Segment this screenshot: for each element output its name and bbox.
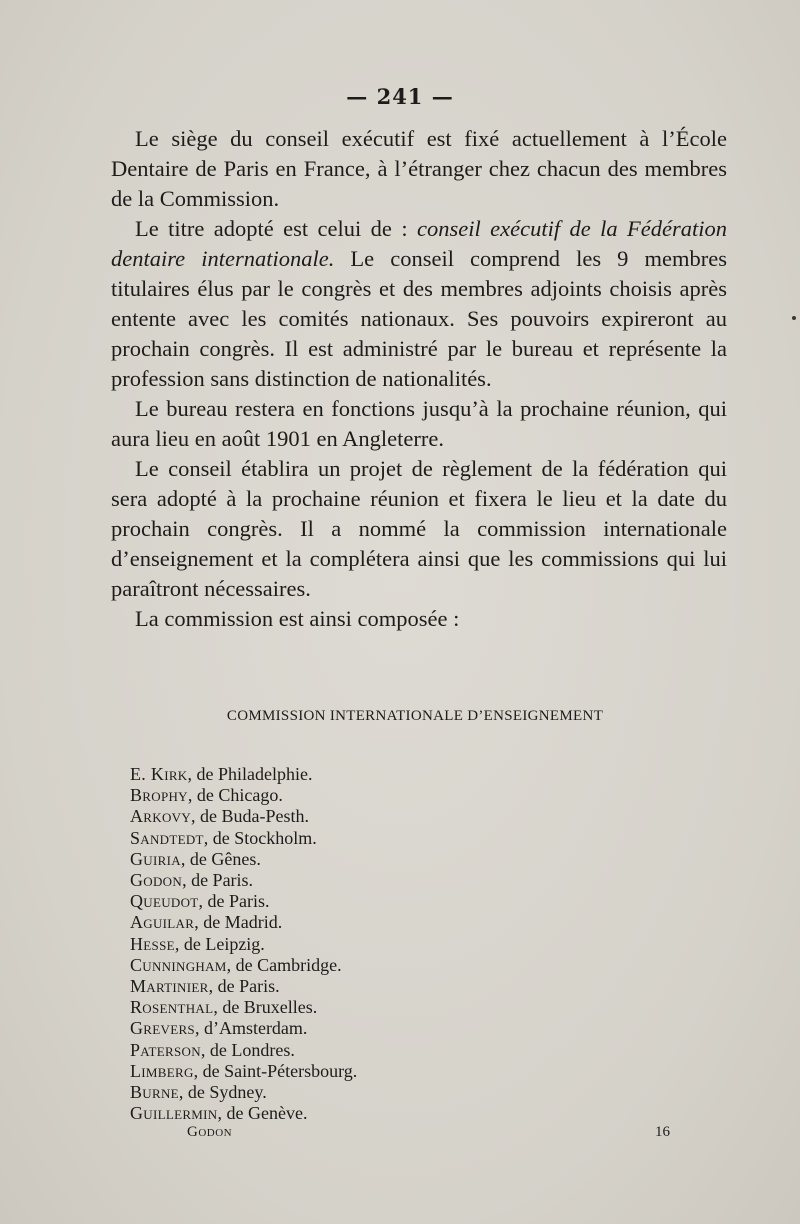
member-item — [130, 1040, 630, 1061]
member-item — [130, 997, 630, 1018]
member-item — [130, 849, 630, 870]
member-item — [130, 764, 630, 785]
paragraph-2-title: conseil exécutif de la Fédération dentaire internationale. — [111, 216, 727, 271]
member-name: Guiria — [130, 848, 181, 869]
member-name: Grevers — [130, 1018, 195, 1039]
member-name: Godon — [130, 870, 183, 891]
member-name: Arkovy — [130, 806, 192, 827]
paragraph-2-lead: Le titre adopté est celui de : — [135, 216, 417, 241]
member-place: , de Paris. — [182, 870, 254, 891]
paragraph-1: Le siège du conseil exécutif est fixé actuellement à l’École Dentaire de Paris en France, à l’étranger chez chacun des membres de la Commission. — [111, 126, 727, 211]
member-item — [130, 1103, 630, 1124]
section-heading: COMMISSION INTERNATIONALE D’ENSEIGNEMENT — [226, 708, 604, 724]
member-item — [130, 891, 630, 912]
ink-speck — [792, 316, 796, 320]
member-name: E. Kirk — [130, 764, 188, 784]
member-name: Aguilar — [130, 912, 195, 933]
member-name: Guillermin — [130, 1103, 218, 1124]
member-place: , de Chicago. — [187, 785, 283, 806]
member-place: , de Buda-Pesth. — [191, 806, 310, 827]
member-place: , de Stockholm. — [203, 827, 317, 848]
member-name: Cunningham — [130, 954, 227, 975]
paragraph-4: Le conseil établira un projet de règlement de la fédération qui sera adopté à la prochaine réunion et fixera le lieu et la date du prochain congrès. Il a nommé la commission internationale d’enseignement et la complétera ainsi que les commissions qui lui paraîtront nécessaires. — [111, 456, 727, 601]
member-item — [130, 1061, 630, 1082]
member-name: Sandtedt — [130, 827, 204, 848]
member-name: Hesse — [130, 933, 175, 954]
member-place: , de Madrid. — [194, 912, 283, 933]
paragraph-3: Le bureau restera en fonctions jusqu’à la prochaine réunion, qui aura lieu en août 1901 en Angleterre. — [111, 396, 727, 451]
member-place: , de Saint-Pétersbourg. — [193, 1060, 358, 1081]
member-name: Paterson — [130, 1039, 201, 1060]
member-name: Burne — [130, 1082, 179, 1103]
member-item — [130, 806, 630, 827]
footer-sheet-number: 16 — [655, 1124, 670, 1140]
member-place: , de Gênes. — [180, 848, 261, 869]
member-place: , de Paris. — [198, 891, 270, 912]
member-name: Brophy — [130, 785, 188, 806]
member-item — [130, 785, 630, 806]
member-place: , d’Amsterdam. — [194, 1018, 308, 1039]
body-text — [111, 124, 727, 634]
member-list — [130, 764, 630, 1124]
member-place: , de Cambridge. — [226, 954, 342, 975]
member-place: , de Sydney. — [178, 1082, 267, 1103]
member-place: , de Paris. — [208, 976, 280, 997]
member-item — [130, 828, 630, 849]
footer-signature: Godon — [187, 1124, 233, 1140]
member-name: Limberg — [130, 1060, 194, 1081]
member-item — [130, 1082, 630, 1103]
member-place: , de Londres. — [200, 1039, 295, 1060]
paragraph-5: La commission est ainsi composée : — [135, 606, 460, 631]
member-place: , de Philadelphie. — [187, 764, 313, 784]
member-item — [130, 934, 630, 955]
member-place: , de Genève. — [217, 1103, 308, 1124]
page-number: — 241 — — [346, 84, 454, 109]
member-item — [130, 870, 630, 891]
member-item — [130, 1018, 630, 1039]
member-name: Martinier — [130, 976, 209, 997]
paragraph-2-rest: Le conseil comprend les 9 membres titulaires élus par le congrès et des membres adjoints choisis après entente avec les comités nationaux. Ses pouvoirs expireront au prochain congrès. Il est administré par le bureau et représente la profession sans distinction de nationalités. — [111, 246, 727, 391]
member-name: Queudot — [130, 891, 199, 912]
member-place: , de Leipzig. — [174, 933, 265, 954]
member-item — [130, 976, 630, 997]
member-item — [130, 955, 630, 976]
member-item — [130, 912, 630, 933]
paragraph-2 — [111, 214, 727, 394]
member-name: Rosenthal — [130, 997, 214, 1018]
member-place: , de Bruxelles. — [213, 997, 318, 1018]
